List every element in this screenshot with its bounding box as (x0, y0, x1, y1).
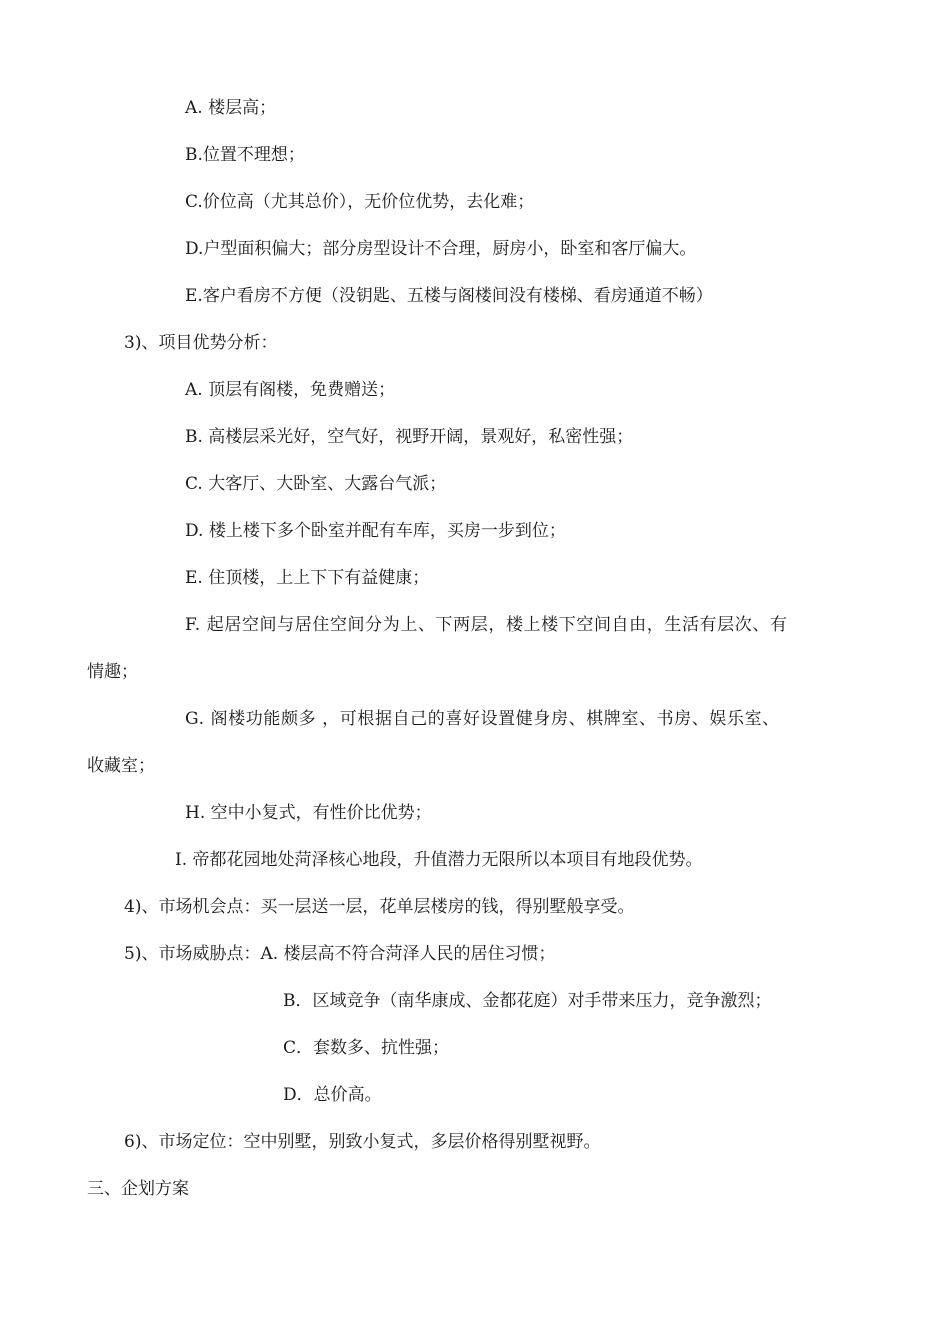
threat-item-d: D．总价高。 (283, 1085, 382, 1105)
threat-item-b: B．区域竞争（南华康成、金都花庭）对手带来压力，竞争激烈； (283, 991, 772, 1011)
disadvantage-item-e: E.客户看房不方便（没钥匙、五楼与阁楼间没有楼梯、看房通道不畅） (185, 286, 713, 306)
advantage-item-c: C. 大客厅、大卧室、大露台气派； (185, 474, 447, 494)
advantages-heading: 3)、项目优势分析： (124, 333, 278, 353)
advantage-item-f-continued: 情趣； (87, 662, 138, 682)
disadvantage-item-a: A. 楼层高； (185, 98, 277, 118)
advantage-item-f: F. 起居空间与居住空间分为上、下两层，楼上楼下空间自由，生活有层次、有 (185, 615, 788, 635)
market-positioning: 6)、市场定位：空中别墅，别致小复式，多层价格得别墅视野。 (124, 1132, 601, 1152)
advantage-item-h: H. 空中小复式，有性价比优势； (185, 803, 432, 823)
disadvantage-item-b: B.位置不理想； (185, 145, 305, 165)
advantage-item-a: A. 顶层有阁楼，免费赠送； (185, 380, 396, 400)
section-heading: 三、企划方案 (87, 1179, 189, 1199)
advantage-item-b: B. 高楼层采光好，空气好，视野开阔，景观好，私密性强； (185, 427, 634, 447)
disadvantage-item-d: D.户型面积偏大；部分房型设计不合理，厨房小，卧室和客厅偏大。 (185, 239, 697, 259)
advantage-item-g: G. 阁楼功能颇多 ，可根据自己的喜好设置健身房、棋牌室、书房、娱乐室、 (185, 709, 780, 729)
disadvantage-item-c: C.价位高（尤其总价），无价位优势，去化难； (185, 192, 535, 212)
market-opportunity: 4)、市场机会点：买一层送一层，花单层楼房的钱，得别墅般享受。 (124, 897, 635, 917)
advantage-item-e: E. 住顶楼，上上下下有益健康； (185, 568, 430, 588)
market-threats-heading: 5)、市场威胁点：A. 楼层高不符合菏泽人民的居住习惯； (124, 944, 556, 964)
threat-item-c: C．套数多、抗性强； (283, 1038, 450, 1058)
advantage-item-d: D. 楼上楼下多个卧室并配有车库，买房一步到位； (185, 521, 566, 541)
advantage-item-g-continued: 收藏室； (87, 756, 155, 776)
advantage-item-i: I. 帝都花园地处菏泽核心地段，升值潜力无限所以本项目有地段优势。 (175, 850, 703, 870)
